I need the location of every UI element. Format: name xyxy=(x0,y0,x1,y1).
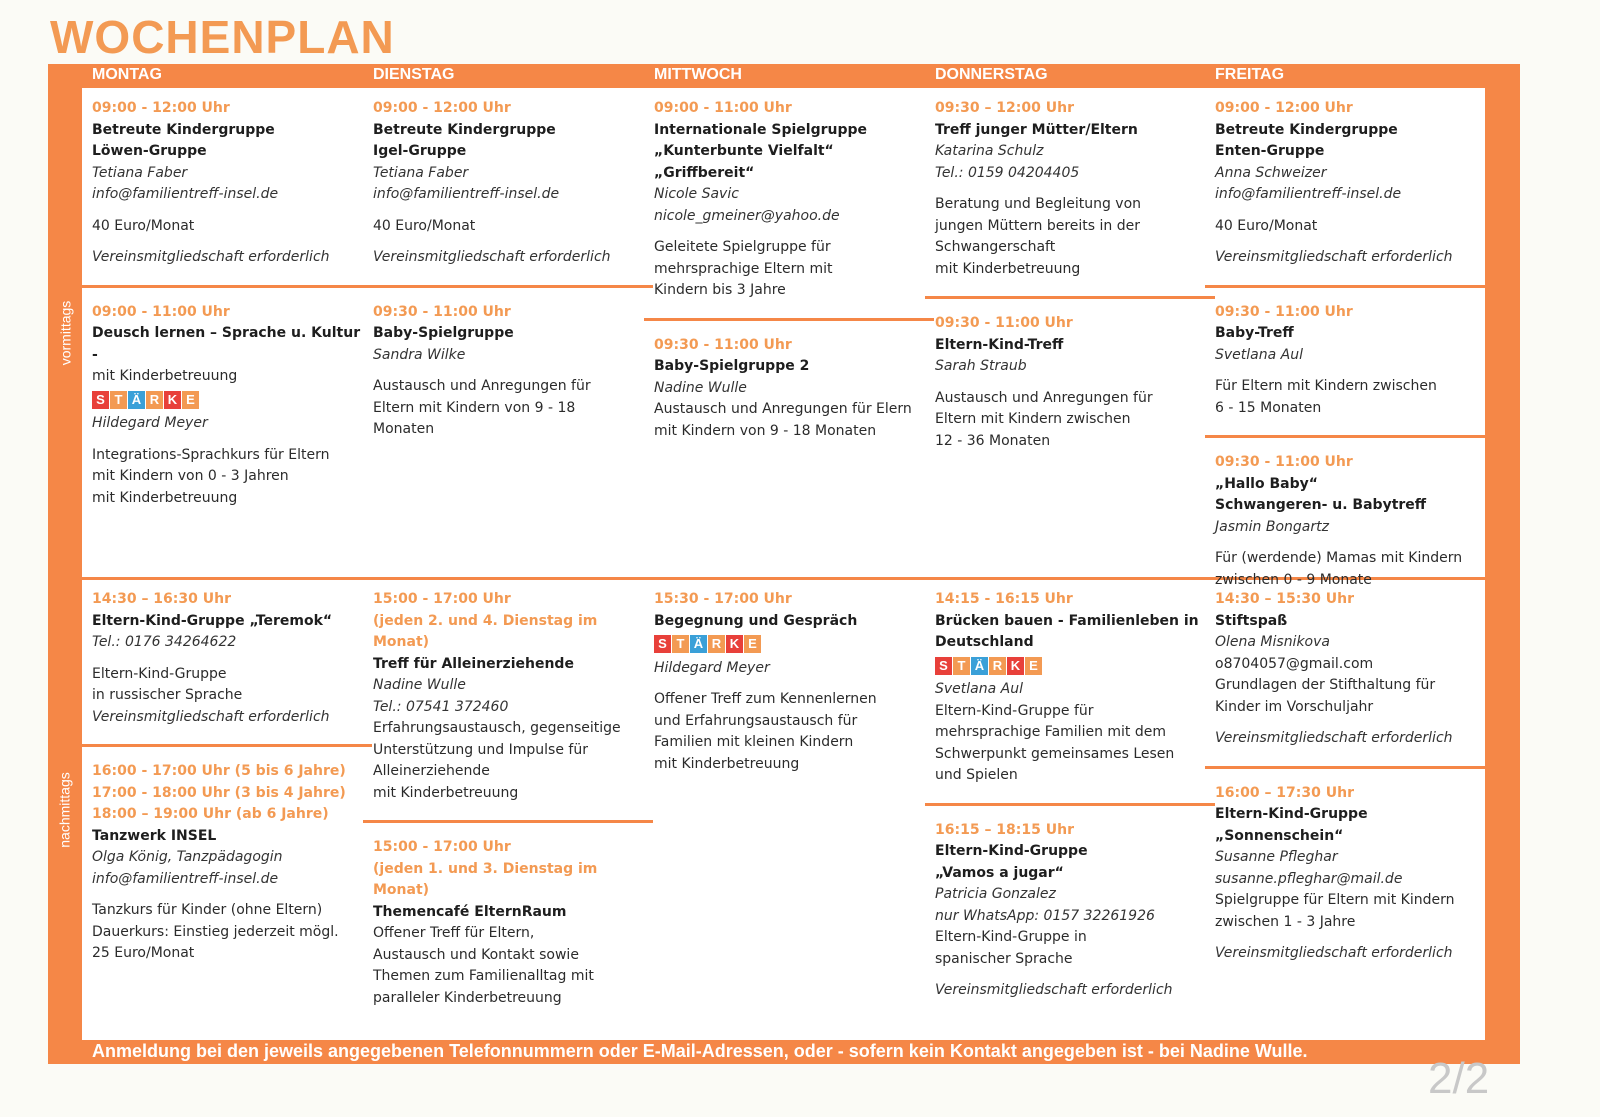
entry-title: Eltern-Kind-Gruppe xyxy=(935,843,1088,859)
entry-contact: Jasmin Bongartz xyxy=(1215,518,1329,535)
line-gap xyxy=(92,890,362,900)
line-gap xyxy=(92,237,362,247)
entry-divider xyxy=(363,820,653,823)
entry-divider xyxy=(925,296,1215,299)
entry-contact: Hildegard Meyer xyxy=(92,415,208,431)
starke-logo-letter: S xyxy=(935,657,952,675)
entry-description: Austausch und Anregungen für Elern xyxy=(654,401,912,417)
entry-description: Offener Treff für Eltern, xyxy=(373,925,535,941)
thursday-afternoon-column xyxy=(925,589,1205,1012)
entry-time: 09:30 - 11:00 Uhr xyxy=(654,336,792,353)
entry-contact: Tel.: 0176 34264622 xyxy=(92,634,237,650)
entry-description: Offener Treff zum Kennenlernen xyxy=(654,691,877,707)
starke-logo-letter: T xyxy=(110,391,127,409)
schedule-entry xyxy=(373,98,643,279)
entry-contact: Sarah Straub xyxy=(935,358,1027,374)
tuesday-morning-column xyxy=(363,98,643,451)
line-gap xyxy=(92,654,362,664)
entry-contact: Vereinsmitgliedschaft erforderlich xyxy=(1215,249,1453,265)
entry-contact[interactable]: info@familientreff-insel.de xyxy=(373,186,560,202)
entry-title: Schwangeren- u. Babytreff xyxy=(1215,497,1427,513)
line-gap xyxy=(373,206,643,216)
entry-time: 09:30 - 11:00 Uhr xyxy=(1215,454,1353,470)
entry-title: Betreute Kindergruppe xyxy=(373,121,556,138)
entry-description: 12 - 36 Monaten xyxy=(935,432,1051,449)
entry-divider xyxy=(363,285,653,288)
entry-description: 25 Euro/Monat xyxy=(92,945,195,961)
starke-logo xyxy=(654,634,762,656)
entry-title: Baby-Spielgruppe 2 xyxy=(654,358,810,374)
entry-title: Betreute Kindergruppe xyxy=(92,121,275,138)
entry-title: Tanzwerk INSEL xyxy=(92,827,217,844)
entry-description: Schwangerschaft xyxy=(935,239,1056,255)
starke-logo-letter: Ä xyxy=(128,391,145,409)
entry-time: 09:30 – 12:00 Uhr xyxy=(935,100,1074,116)
entry-time: 17:00 - 18:00 Uhr (3 bis 4 Jahre) xyxy=(92,784,346,801)
entry-description: und Spielen xyxy=(935,767,1018,783)
entry-divider xyxy=(644,318,934,321)
schedule-entry xyxy=(1215,452,1485,601)
entry-description: Monaten xyxy=(373,421,435,437)
registration-note: Anmeldung bei den jeweils angegebenen Telefonnummern oder E-Mail-Adressen, oder - sofern kein Kontakt angegeben ist - bei Nadine Wulle. xyxy=(92,1041,1308,1061)
entry-description: Themen zum Familienalltag mit xyxy=(373,968,594,984)
entry-schedule-note: (jeden 2. und 4. Dienstag im Monat) xyxy=(373,612,598,650)
thursday-morning-column xyxy=(925,98,1205,462)
line-gap xyxy=(1215,538,1485,548)
schedule-entry xyxy=(373,837,643,1019)
entry-description: mit Kinderbetreuung xyxy=(935,260,1081,277)
entry-description: Geleitete Spielgruppe für xyxy=(654,239,831,255)
entry-contact: Patricia Gonzalez xyxy=(935,886,1056,902)
entry-description: Eltern-Kind-Gruppe für xyxy=(935,702,1094,719)
entry-description: mit Kindern von 0 - 3 Jahren xyxy=(92,468,289,484)
entry-description: 40 Euro/Monat xyxy=(1215,217,1318,234)
entry-description: 40 Euro/Monat xyxy=(373,217,476,234)
entry-contact: Anna Schweizer xyxy=(1215,164,1327,181)
entry-description: 40 Euro/Monat xyxy=(92,217,195,234)
entry-contact: Vereinsmitgliedschaft erforderlich xyxy=(92,708,330,725)
entry-description: Integrations-Sprachkurs für Eltern xyxy=(92,446,330,463)
entry-time: 15:30 - 17:00 Uhr xyxy=(654,591,792,607)
starke-logo-letter: R xyxy=(146,391,163,409)
entry-time: 14:30 – 15:30 Uhr xyxy=(1215,591,1354,607)
schedule-entry xyxy=(935,98,1205,290)
entry-title: Baby-Treff xyxy=(1215,325,1294,341)
entry-title: Enten-Gruppe xyxy=(1215,143,1325,159)
entry-description: mit Kindern von 9 - 18 Monaten xyxy=(654,422,877,439)
entry-title: Eltern-Kind-Gruppe xyxy=(1215,806,1368,822)
entry-time: 15:00 - 17:00 Uhr xyxy=(373,839,511,855)
entry-title: „Hallo Baby“ xyxy=(1215,475,1318,492)
starke-logo xyxy=(92,390,200,412)
entry-description: paralleler Kinderbetreuung xyxy=(373,989,562,1006)
day-header-wednesday: MITTWOCH xyxy=(654,66,742,83)
entry-title: „Kunterbunte Vielfalt“ xyxy=(654,143,834,159)
line-gap xyxy=(373,237,643,247)
line-gap xyxy=(935,378,1205,388)
entry-time: 16:15 – 18:15 Uhr xyxy=(935,821,1074,838)
line-gap xyxy=(1215,206,1485,216)
entry-description: Für (werdende) Mamas mit Kindern xyxy=(1215,550,1463,566)
line-gap xyxy=(373,366,643,376)
entry-description: Spielgruppe für Eltern mit Kindern xyxy=(1215,892,1455,908)
entry-description: mit Kinderbetreuung xyxy=(92,368,238,384)
entry-description: Austausch und Kontakt sowie xyxy=(373,946,579,963)
entry-description: Grundlagen der Stifthaltung für xyxy=(1215,677,1436,693)
entry-contact: Olga König, Tanzpädagogin xyxy=(92,849,283,865)
schedule-entry xyxy=(373,589,643,814)
side-label-afternoon-text: nachmittags xyxy=(57,772,74,848)
friday-afternoon-column xyxy=(1205,589,1485,975)
entry-description: zwischen 1 - 3 Jahre xyxy=(1215,913,1356,930)
entry-description: mit Kinderbetreuung xyxy=(373,784,519,801)
day-header-friday: FREITAG xyxy=(1215,66,1285,83)
entry-time: 09:00 - 12:00 Uhr xyxy=(1215,100,1353,116)
line-gap xyxy=(92,206,362,216)
line-gap xyxy=(1215,933,1485,943)
starke-logo-letter: Ä xyxy=(690,635,707,653)
entry-title: „Vamos a jugar“ xyxy=(935,864,1064,881)
entry-title: Treff für Alleinerziehende xyxy=(373,655,574,672)
entry-title: Deusch lernen – Sprache u. Kultur - xyxy=(92,325,361,363)
starke-logo-letter: Ä xyxy=(971,657,988,675)
entry-description: mehrsprachige Eltern mit xyxy=(654,260,833,277)
entry-divider xyxy=(1205,766,1495,769)
starke-logo-letter: S xyxy=(654,635,671,653)
schedule-entry xyxy=(654,335,924,453)
entry-description: Dauerkurs: Einstieg jederzeit mögl. xyxy=(92,923,339,940)
entry-contact: Tel.: 07541 372460 xyxy=(373,698,509,715)
monday-morning-column xyxy=(82,98,362,519)
entry-description: Austausch und Anregungen für xyxy=(935,389,1153,406)
line-gap xyxy=(654,679,924,689)
entry-description: Schwerpunkt gemeinsames Lesen xyxy=(935,745,1175,762)
entry-contact[interactable]: susanne.pfleghar@mail.de xyxy=(1215,870,1403,887)
page-number: 2/2 xyxy=(1428,1054,1490,1103)
entry-time: 18:00 – 19:00 Uhr (ab 6 Jahre) xyxy=(92,806,329,822)
schedule-entry xyxy=(654,589,924,785)
schedule-entry xyxy=(935,313,1205,462)
line-gap xyxy=(935,184,1205,194)
starke-logo-letter: R xyxy=(989,657,1006,675)
entry-description: Eltern mit Kindern zwischen xyxy=(935,411,1131,427)
entry-description: Erfahrungsaustausch, gegenseitige xyxy=(373,720,621,736)
entry-description: mehrsprachige Familien mit dem xyxy=(935,724,1166,740)
starke-logo-letter: E xyxy=(1025,657,1042,675)
entry-title: Brücken bauen - Familienleben in xyxy=(935,612,1199,629)
day-header-tuesday: DIENSTAG xyxy=(373,66,455,83)
entry-schedule-note: (jeden 1. und 3. Dienstag im Monat) xyxy=(373,860,598,898)
entry-contact: Tel.: 0159 04204405 xyxy=(935,164,1080,181)
entry-time: 09:30 - 11:00 Uhr xyxy=(373,303,511,320)
entry-description: jungen Müttern bereits in der xyxy=(935,217,1140,234)
entry-divider xyxy=(82,285,372,288)
entry-time: 14:30 – 16:30 Uhr xyxy=(92,591,231,607)
entry-title: Baby-Spielgruppe xyxy=(373,325,514,341)
entry-divider xyxy=(1205,285,1495,288)
entry-time: 09:00 - 12:00 Uhr xyxy=(92,100,230,116)
entry-contact: Vereinsmitgliedschaft erforderlich xyxy=(92,249,330,265)
schedule-entry xyxy=(1215,98,1485,279)
starke-logo-letter: K xyxy=(164,391,181,409)
entry-description: Tanzkurs für Kinder (ohne Eltern) xyxy=(92,902,323,918)
entry-time: 09:00 - 12:00 Uhr xyxy=(373,100,511,116)
starke-logo-letter: R xyxy=(708,635,725,653)
starke-logo-letter: S xyxy=(92,391,109,409)
entry-contact[interactable]: nicole_gmeiner@yahoo.de xyxy=(654,207,840,224)
entry-description: und Erfahrungsaustausch für xyxy=(654,712,858,729)
entry-title: Begegnung und Gespräch xyxy=(654,612,858,629)
tuesday-afternoon-column xyxy=(363,589,643,1019)
monday-afternoon-column xyxy=(82,589,362,975)
entry-time: 14:15 - 16:15 Uhr xyxy=(935,591,1073,607)
page-title: WOCHENPLAN xyxy=(50,11,395,63)
entry-time: 09:00 - 11:00 Uhr xyxy=(92,303,230,320)
starke-logo xyxy=(935,656,1043,678)
entry-description: Unterstützung und Impulse für xyxy=(373,741,588,758)
entry-time: 15:00 - 17:00 Uhr xyxy=(373,591,511,607)
entry-title: „Sonnenschein“ xyxy=(1215,827,1344,844)
starke-logo-letter: K xyxy=(1007,657,1024,675)
entry-description: Beratung und Begleitung von xyxy=(935,196,1142,212)
entry-description: 6 - 15 Monaten xyxy=(1215,399,1322,416)
line-gap xyxy=(654,227,924,237)
entry-description: mit Kinderbetreuung xyxy=(654,755,800,772)
entry-contact: Nadine Wulle xyxy=(373,677,466,693)
entry-time: 09:30 - 11:00 Uhr xyxy=(935,315,1073,331)
entry-description: mit Kinderbetreuung xyxy=(92,489,238,506)
entry-description: in russischer Sprache xyxy=(92,687,243,703)
entry-description: Kinder im Vorschuljahr xyxy=(1215,698,1374,715)
entry-contact: nur WhatsApp: 0157 32261926 xyxy=(935,907,1155,924)
entry-title: Eltern-Kind-Gruppe „Teremok“ xyxy=(92,612,333,629)
entry-divider xyxy=(1205,435,1495,438)
entry-title: Themencafé ElternRaum xyxy=(373,903,567,920)
line-gap xyxy=(1215,718,1485,728)
entry-contact: Svetlana Aul xyxy=(1215,346,1303,363)
entry-contact: Nadine Wulle xyxy=(654,379,747,396)
schedule-entry xyxy=(373,302,643,451)
entry-description: Familien mit kleinen Kindern xyxy=(654,734,854,750)
entry-description: o8704057@gmail.com xyxy=(1215,655,1374,672)
entry-time: 09:30 - 11:00 Uhr xyxy=(1215,303,1353,320)
entry-description: spanischer Sprache xyxy=(935,950,1073,967)
entry-description: Eltern-Kind-Gruppe xyxy=(92,665,227,682)
entry-title: Löwen-Gruppe xyxy=(92,143,207,159)
schedule-entry xyxy=(92,589,362,738)
schedule-entry xyxy=(92,761,362,975)
entry-description: Eltern-Kind-Gruppe in xyxy=(935,929,1087,945)
entry-title: Betreute Kindergruppe xyxy=(1215,121,1398,138)
starke-logo-letter: E xyxy=(182,391,199,409)
entry-description: Eltern mit Kindern von 9 - 18 xyxy=(373,399,576,416)
entry-divider xyxy=(82,744,372,747)
entry-contact: Vereinsmitgliedschaft erforderlich xyxy=(1215,730,1453,746)
schedule-entry xyxy=(92,98,362,279)
entry-title: Eltern-Kind-Treff xyxy=(935,336,1064,353)
schedule-entry xyxy=(92,302,362,520)
entry-contact: Nicole Savic xyxy=(654,186,739,202)
entry-description: zwischen 0 - 9 Monate xyxy=(1215,571,1372,588)
entry-contact: Vereinsmitgliedschaft erforderlich xyxy=(1215,945,1453,961)
entry-time: 16:00 – 17:30 Uhr xyxy=(1215,784,1354,801)
starke-logo-letter: T xyxy=(672,635,689,653)
starke-logo-letter: K xyxy=(726,635,743,653)
schedule-entry xyxy=(654,98,924,312)
side-label-morning-text: vormittags xyxy=(57,300,74,365)
entry-description: Austausch und Anregungen für xyxy=(373,378,591,394)
line-gap xyxy=(92,435,362,445)
entry-time: 09:00 - 11:00 Uhr xyxy=(654,100,792,116)
schedule-entry xyxy=(935,820,1205,1012)
entry-title: Stiftspaß xyxy=(1215,612,1288,629)
entry-time: 16:00 - 17:00 Uhr (5 bis 6 Jahre) xyxy=(92,763,346,779)
side-label-afternoon xyxy=(48,580,82,1040)
schedule-entry xyxy=(1215,589,1485,760)
schedule-entry xyxy=(935,589,1205,797)
line-gap xyxy=(935,970,1205,980)
entry-title: Internationale Spielgruppe xyxy=(654,121,868,138)
entry-description: Alleinerziehende xyxy=(373,763,490,779)
entry-title: Deutschland xyxy=(935,634,1034,650)
entry-title: Igel-Gruppe xyxy=(373,143,467,159)
line-gap xyxy=(1215,366,1485,376)
entry-description: Für Eltern mit Kindern zwischen xyxy=(1215,378,1437,394)
entry-contact[interactable]: info@familientreff-insel.de xyxy=(1215,186,1402,202)
entry-contact: Hildegard Meyer xyxy=(654,659,770,676)
friday-morning-column xyxy=(1205,98,1485,601)
entry-contact[interactable]: info@familientreff-insel.de xyxy=(92,870,279,887)
schedule-entry xyxy=(1215,302,1485,430)
schedule-entry xyxy=(1215,783,1485,975)
entry-contact: Olena Misnikova xyxy=(1215,634,1330,650)
entry-contact: Susanne Pfleghar xyxy=(1215,849,1338,865)
entry-contact: Svetlana Aul xyxy=(935,681,1023,697)
entry-contact: Tetiana Faber xyxy=(92,164,188,181)
entry-contact: Tetiana Faber xyxy=(373,164,469,181)
side-label-morning xyxy=(48,88,82,577)
entry-divider xyxy=(925,803,1215,806)
entry-description: Kindern bis 3 Jahre xyxy=(654,282,786,298)
entry-contact: Sandra Wilke xyxy=(373,346,466,363)
entry-contact: Vereinsmitgliedschaft erforderlich xyxy=(935,982,1173,998)
entry-contact[interactable]: info@familientreff-insel.de xyxy=(92,186,279,202)
wednesday-afternoon-column xyxy=(644,589,924,785)
day-header-monday: MONTAG xyxy=(92,66,162,83)
starke-logo-letter: T xyxy=(953,657,970,675)
entry-contact: Katarina Schulz xyxy=(935,143,1044,159)
entry-title: Treff junger Mütter/Eltern xyxy=(935,121,1138,138)
wednesday-morning-column xyxy=(644,98,924,452)
starke-logo-letter: E xyxy=(744,635,761,653)
day-header-thursday: DONNERSTAG xyxy=(935,66,1048,83)
entry-title: „Griffbereit“ xyxy=(654,164,755,181)
entry-contact: Vereinsmitgliedschaft erforderlich xyxy=(373,249,611,265)
line-gap xyxy=(1215,237,1485,247)
